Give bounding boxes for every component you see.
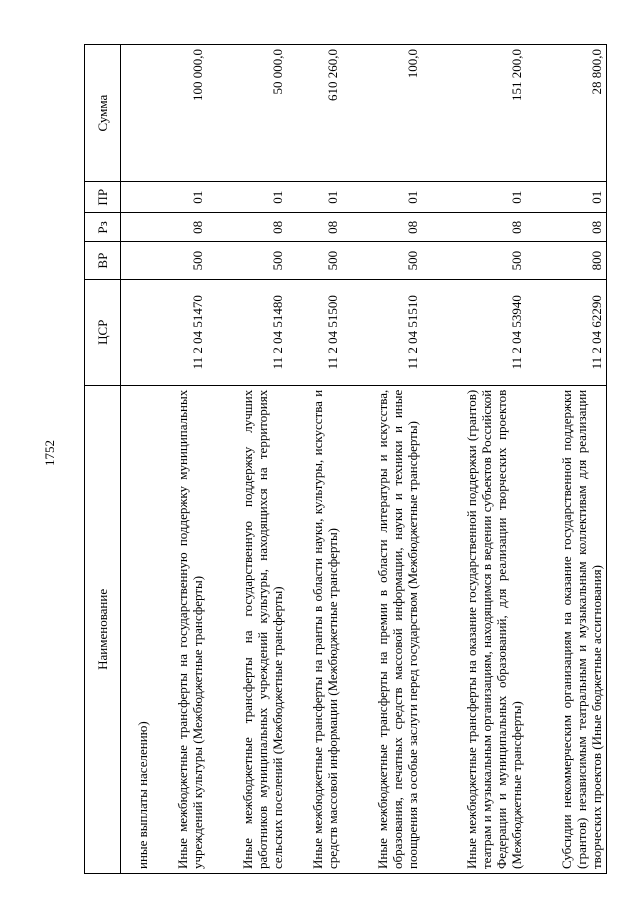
table-row: [207, 45, 287, 874]
header-pr: ПР: [85, 182, 121, 213]
row-rz: 08: [422, 213, 526, 242]
row-rz: [121, 213, 153, 242]
row-sum: 50 000,0: [207, 45, 287, 182]
row-name: Иные межбюджетные трансферты на оказание государственной поддержки (грантов) театрам и музыкальным организациям, находящимся в ведении субъектов Российской Федерации и муниципальных образований, для реализации творческих проектов (Межбюджетные трансферты): [422, 385, 526, 873]
budget-table: [84, 44, 607, 874]
header-name: Наименование: [85, 385, 121, 873]
page-number-text: 1752: [42, 440, 57, 466]
row-sum: 610 260,0: [287, 45, 342, 182]
row-rz: 08: [152, 213, 207, 242]
row-name: Иные межбюджетные трансферты на государственную поддержку лучших работников муниципальных учреждений культуры, находящихся на территориях сельских поселений (Межбюджетные трансферты): [207, 385, 287, 873]
row-sum: 28 800,0: [526, 45, 607, 182]
row-pr: 01: [287, 182, 342, 213]
row-pr: 01: [207, 182, 287, 213]
table-row: [287, 45, 342, 874]
row-csr: 11 2 04 51500: [287, 279, 342, 385]
header-rz: Рз: [85, 213, 121, 242]
row-name: иные выплаты населению): [121, 385, 153, 873]
table-row: [152, 45, 207, 874]
page-number: [35, 438, 65, 468]
row-vr: 800: [526, 242, 607, 279]
row-csr: 11 2 04 51470: [152, 279, 207, 385]
header-csr: ЦСР: [85, 279, 121, 385]
row-pr: 01: [526, 182, 607, 213]
row-vr: 500: [207, 242, 287, 279]
row-vr: 500: [342, 242, 422, 279]
row-vr: [121, 242, 153, 279]
row-name: Субсидии некоммерческим организациям на оказание государственной поддержки (грантов) независимым театральным и музыкальным коллективам для реализации творческих проектов (Иные бюджетные ассигнования): [526, 385, 607, 873]
rotated-table-container: [84, 44, 607, 874]
row-vr: 500: [152, 242, 207, 279]
table-row: [422, 45, 526, 874]
header-vr: ВР: [85, 242, 121, 279]
row-vr: 500: [287, 242, 342, 279]
row-name: Иные межбюджетные трансферты на гранты в области науки, культуры, искусства и средств массовой информации (Межбюджетные трансферты): [287, 385, 342, 873]
row-sum: 100,0: [342, 45, 422, 182]
table-row: [121, 45, 153, 874]
header-sum: Сумма: [85, 45, 121, 182]
row-rz: 08: [207, 213, 287, 242]
row-rz: 08: [342, 213, 422, 242]
row-csr: [121, 279, 153, 385]
table-row: [342, 45, 422, 874]
row-csr: 11 2 04 53940: [422, 279, 526, 385]
row-csr: 11 2 04 51510: [342, 279, 422, 385]
row-csr: 11 2 04 51480: [207, 279, 287, 385]
row-pr: 01: [152, 182, 207, 213]
row-rz: 08: [526, 213, 607, 242]
row-name: Иные межбюджетные трансферты на государственную поддержку муниципальных учреждений культуры (Межбюджетные трансферты): [152, 385, 207, 873]
row-vr: 500: [422, 242, 526, 279]
row-sum: 151 200,0: [422, 45, 526, 182]
row-pr: [121, 182, 153, 213]
row-csr: 11 2 04 62290: [526, 279, 607, 385]
row-pr: 01: [422, 182, 526, 213]
row-pr: 01: [342, 182, 422, 213]
table-header-row: [85, 45, 121, 874]
row-sum: 100 000,0: [152, 45, 207, 182]
row-sum: [121, 45, 153, 182]
table-row: [526, 45, 607, 874]
row-rz: 08: [287, 213, 342, 242]
row-name: Иные межбюджетные трансферты на премии в области литературы и искусства, образования, печатных средств массовой информации, науки и техники и иные поощрения за особые заслуги перед государством (Межбюджетные трансферты): [342, 385, 422, 873]
